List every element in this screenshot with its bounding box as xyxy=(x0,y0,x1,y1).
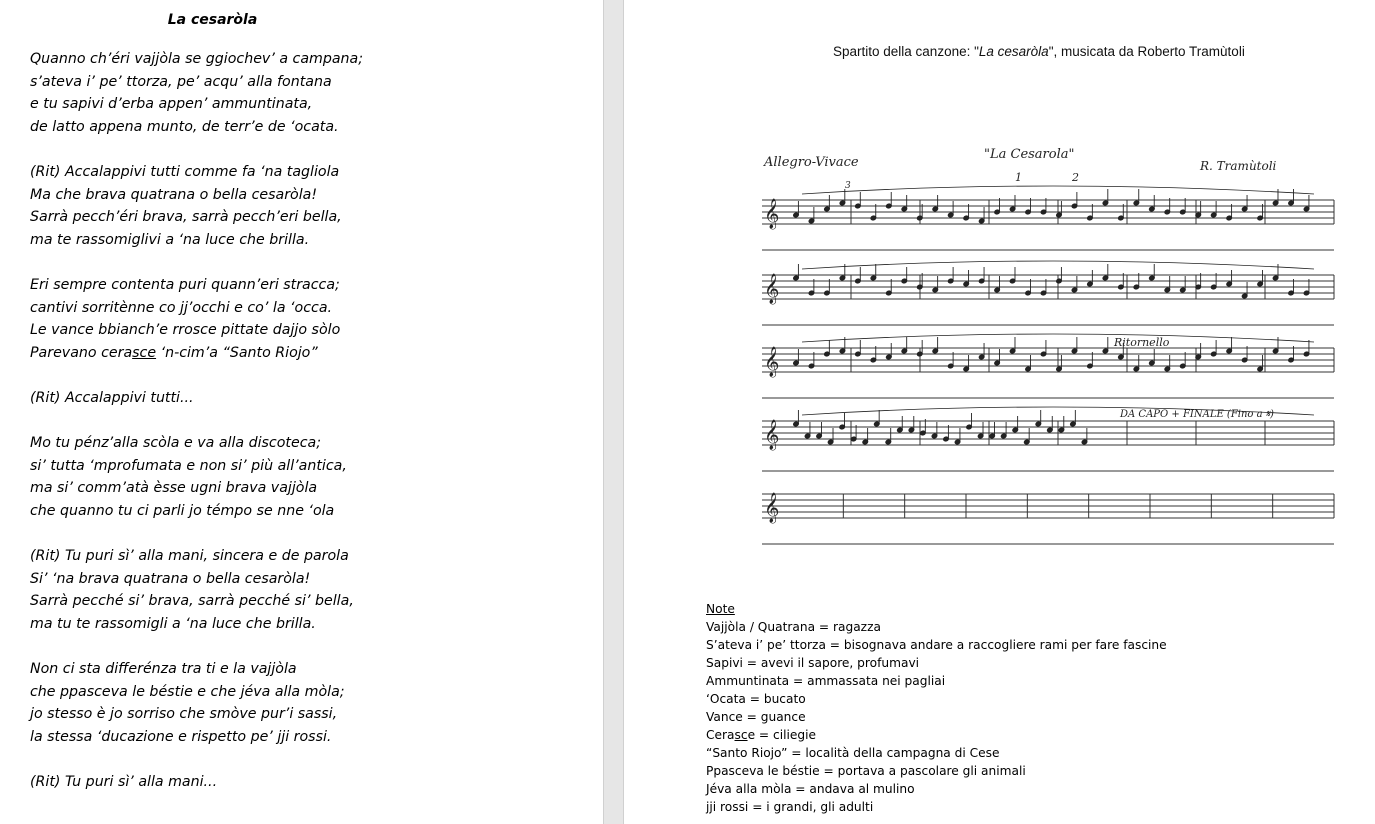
triplet-mark: 3 xyxy=(845,181,851,191)
stanza-gap xyxy=(30,364,590,387)
score-composer-text: R. Tramùtoli xyxy=(1200,159,1277,173)
glossary-notes xyxy=(706,600,1167,816)
note-item: ‘Ocata = bucato xyxy=(706,692,806,706)
poem-line: Eri sempre contenta puri quann’eri stracca; xyxy=(30,276,340,293)
poem-line: e tu sapivi d’erba appen’ ammuntinata, xyxy=(30,96,313,113)
left-page xyxy=(0,0,603,824)
stanza-gap xyxy=(30,138,590,161)
poem-line: de latto appena munto, de terr’e de ‘ocata. xyxy=(30,118,339,135)
note-item: Sapivi = avevi il sapore, profumavi xyxy=(706,656,920,670)
treble-clef: 𝄞 xyxy=(764,347,780,377)
note-item: Ammuntinata = ammassata nei pagliai xyxy=(706,674,946,688)
note-item: Cerasce = ciliegie xyxy=(706,728,816,742)
treble-clef: 𝄞 xyxy=(764,199,780,229)
poem-line: ma si’ comm’atà èsse ugni brava vajjòla xyxy=(30,480,318,497)
score-title-text: "La Cesarola" xyxy=(984,147,1075,162)
note-item: Vance = guance xyxy=(706,710,806,724)
volta-1-mark: 1 xyxy=(1015,171,1022,184)
poem-line: Sarrà pecché si’ brava, sarrà pecché si’ bella, xyxy=(30,593,354,610)
slur-arc xyxy=(802,334,1314,342)
score-caption-suffix: ", musicata da Roberto Tramùtoli xyxy=(1048,44,1245,59)
treble-clef: 𝄞 xyxy=(764,493,780,523)
poem-line: s’ateva i’ pe’ ttorza, pe’ acqu’ alla fontana xyxy=(30,73,332,90)
treble-clef: 𝄞 xyxy=(764,274,780,304)
poem-line: Si’ ‘na brava quatrana o bella cesaròla! xyxy=(30,570,311,587)
poem-line: che quanno tu ci parli jo témpo se nne ‘ola xyxy=(30,502,335,519)
score-caption xyxy=(833,44,1245,59)
poem-line: Le vance bbianch’e rrosce pittate dajjo sòlo xyxy=(30,322,341,339)
stanza-gap xyxy=(30,635,590,658)
poem-line: Ma che brava quatrana o bella cesaròla! xyxy=(30,186,318,203)
score-caption-title: La cesaròla xyxy=(978,44,1049,59)
poem-line: Mo tu pénz’alla scòla e va alla discoteca; xyxy=(30,435,321,452)
note-item: Jéva alla mòla = andava al mulino xyxy=(706,782,915,796)
poem-title: La cesaròla xyxy=(167,12,258,28)
note-item: Vajjòla / Quatrana = ragazza xyxy=(706,620,881,634)
poem-line: (Rit) Accalappivi tutti... xyxy=(30,389,194,406)
poem-line: si’ tutta ‘mprofumata e non si’ più all’antica, xyxy=(30,457,347,474)
note-item: S’ateva i’ pe’ ttorza = bisognava andare a raccogliere rami per fare fascine xyxy=(706,638,1167,652)
note-item: Ppasceva le béstie = portava a pascolare gli animali xyxy=(706,764,1026,778)
poem-line: Sarrà pecch’éri brava, sarrà pecch’eri bella, xyxy=(30,209,342,226)
poem-line: Non ci sta differénza tra ti e la vajjòla xyxy=(30,661,297,678)
stanza-gap xyxy=(30,748,590,771)
stanza-gap xyxy=(30,522,590,545)
slur-arc xyxy=(802,261,1314,269)
notes-heading: Note xyxy=(706,602,735,616)
poem-line: ma tu te rassomigli a ‘na luce che brilla. xyxy=(30,615,316,632)
poem-line: ma te rassomiglivi a ‘na luce che brilla. xyxy=(30,231,310,248)
score-caption-prefix: Spartito della canzone: " xyxy=(833,44,979,59)
poem-line: (Rit) Tu puri sì’ alla mani, sincera e de parola xyxy=(30,548,349,565)
poem-line: cantivi sorritènne co jj’occhi e co’ la ‘occa. xyxy=(30,299,333,316)
poem-line: jo stesso è jo sorriso che smòve pur’i sassi, xyxy=(30,706,338,723)
stanza-gap xyxy=(30,251,590,274)
score-ritornello-text: Ritornello xyxy=(1114,336,1170,349)
poem-body xyxy=(30,48,590,794)
treble-clef: 𝄞 xyxy=(764,420,780,450)
poem-line: la stessa ‘ducazione e rispetto pe’ jji rossi. xyxy=(30,728,332,745)
poem-line: Parevano cerasce ‘n-cim’a “Santo Riojo” xyxy=(30,344,318,361)
note-item: “Santo Riojo” = località della campagna di Cese xyxy=(706,746,1000,760)
volta-2-mark: 2 xyxy=(1072,171,1079,184)
poem-line: (Rit) Accalappivi tutti comme fa ‘na tagliola xyxy=(30,163,340,180)
stanza-gap xyxy=(30,410,590,433)
poem-line: (Rit) Tu puri sì’ alla mani... xyxy=(30,774,218,790)
note-item: jji rossi = i grandi, gli adulti xyxy=(706,800,874,814)
score-tempo-text: Allegro-Vivace xyxy=(764,155,859,170)
sheet-music-image xyxy=(752,128,1342,558)
poem-line: che ppasceva le béstie e che jéva alla mòla; xyxy=(30,683,345,700)
poem-line: Quanno ch’éri vajjòla se ggiochev’ a campana; xyxy=(30,51,364,67)
page-gutter xyxy=(603,0,624,824)
score-dacapo-text: DA CAPO + FINALE (Fino a 𝄋) xyxy=(1120,409,1274,420)
slur-arc xyxy=(802,186,1314,194)
